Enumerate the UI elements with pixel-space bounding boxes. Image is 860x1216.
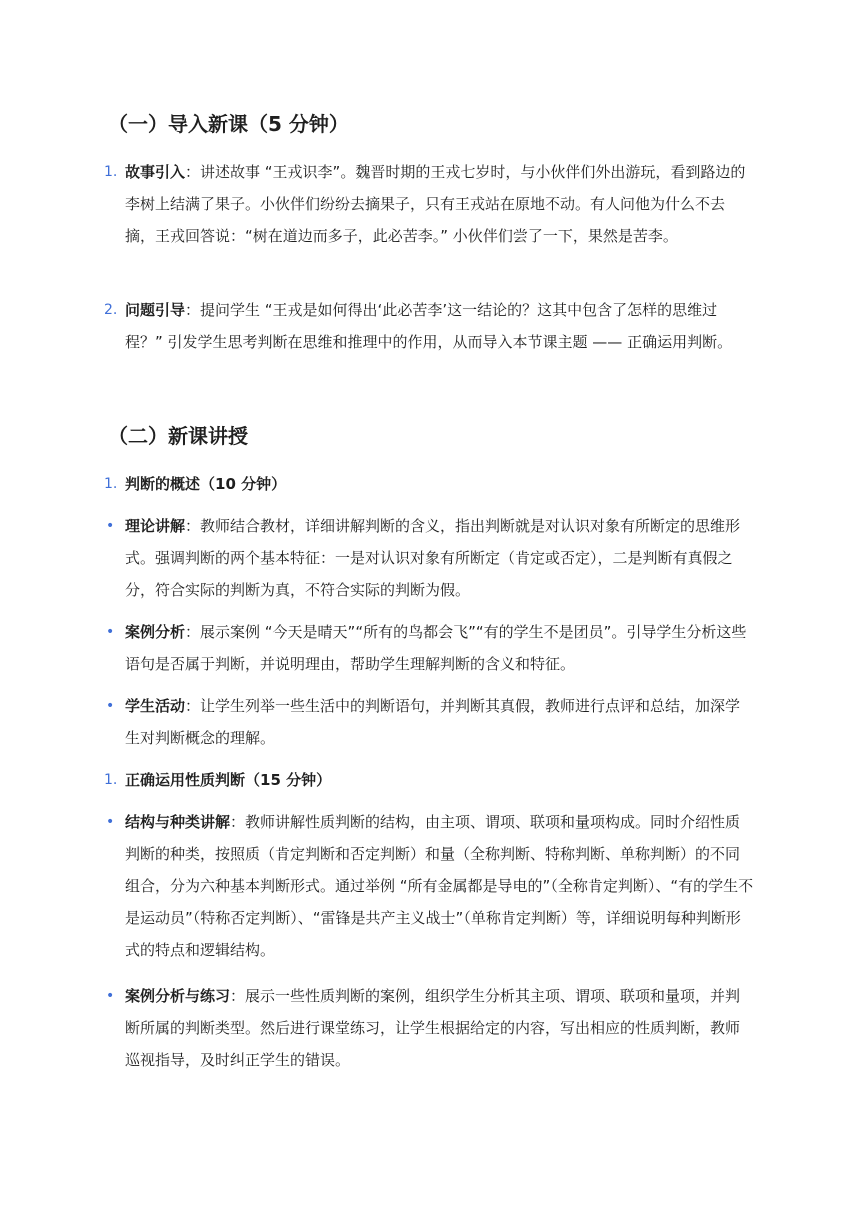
- subsection-judgment-overview: [104, 468, 754, 500]
- bullet-item-theory: [104, 510, 754, 606]
- bullet-item-activity: [104, 690, 754, 754]
- subsection-property-judgment: [104, 764, 754, 796]
- list-number: 1.: [104, 164, 118, 180]
- subsection-title: 正确运用性质判断（15 分钟）: [125, 771, 332, 789]
- item-text: ：展示一些性质判断的案例，组织学生分析其主项、谓项、联项和量项，并判断所属的判断类型。然后进行课堂练习，让学生根据给定的内容，写出相应的性质判断，教师巡视指导，及时纠正学生的错误。: [125, 987, 741, 1069]
- item-label: 问题引导: [125, 301, 186, 319]
- item-label: 案例分析与练习: [125, 987, 231, 1005]
- bullet-item-body: [125, 806, 754, 966]
- item-text: ：讲述故事 “王戎识李”。魏晋时期的王戎七岁时，与小伙伴们外出游玩，看到路边的李树上结满了果子。小伙伴们纷纷去摘果子，只有王戎站在原地不动。有人问他为什么不去摘，王戎回答说：“树在道边而多子，此必苦李。” 小伙伴们尝了一下，果然是苦李。: [125, 163, 746, 245]
- bullet-icon: •: [106, 698, 115, 714]
- item-label: 理论讲解: [125, 517, 186, 535]
- list-item-story: [104, 156, 754, 252]
- bullet-item-body: [125, 510, 754, 606]
- list-item-question: [104, 294, 754, 358]
- bullet-icon: •: [106, 814, 115, 830]
- item-text: ：教师结合教材，详细讲解判断的含义，指出判断就是对认识对象有所断定的思维形式。强调判断的两个基本特征：一是对认识对象有所断定（肯定或否定），二是判断有真假之分，符合实际的判断为真，不符合实际的判断为假。: [125, 517, 741, 599]
- item-text: ：提问学生 “王戎是如何得出‘此必苦李’这一结论的？这其中包含了怎样的思维过程？” 引发学生思考判断在思维和推理中的作用，从而导入本节课主题 —— 正确运用判断。: [125, 301, 733, 351]
- bullet-item-body: [125, 616, 754, 680]
- list-number: 1.: [104, 476, 118, 492]
- list-item-body: [125, 156, 754, 252]
- item-text: ：教师讲解性质判断的结构，由主项、谓项、联项和量项构成。同时介绍性质判断的种类，按照质（肯定判断和否定判断）和量（全称判断、特称判断、单称判断）的不同组合，分为六种基本判断形式。通过举例 “所有金属都是导电的”（全称肯定判断）、“有的学生不是运动员”（特称否定判断）、“雷锋是共产主义战士”（单称肯定判断）等，详细说明每种判断形式的特点和逻辑结构。: [125, 813, 754, 959]
- bullet-item-structure: [104, 806, 754, 966]
- bullet-item-body: [125, 690, 754, 754]
- subsection-title: 判断的概述（10 分钟）: [125, 475, 287, 493]
- bullet-item-practice: [104, 980, 754, 1076]
- bullet-icon: •: [106, 624, 115, 640]
- item-label: 案例分析: [125, 623, 186, 641]
- bullet-icon: •: [106, 988, 115, 1004]
- list-item-body: [125, 294, 754, 358]
- item-text: ：展示案例 “今天是晴天”“所有的鸟都会飞”“有的学生不是团员”。引导学生分析这些语句是否属于判断，并说明理由，帮助学生理解判断的含义和特征。: [125, 623, 747, 673]
- item-label: 故事引入: [125, 163, 186, 181]
- bullet-icon: •: [106, 518, 115, 534]
- item-text: ：让学生列举一些生活中的判断语句，并判断其真假，教师进行点评和总结，加深学生对判断概念的理解。: [125, 697, 741, 747]
- list-number: 1.: [104, 772, 118, 788]
- list-number: 2.: [104, 302, 118, 318]
- section-title-intro: （一）导入新课（5 分钟）: [108, 112, 349, 136]
- bullet-item-body: [125, 980, 754, 1076]
- section-title-lecture: （二）新课讲授: [108, 424, 248, 448]
- bullet-item-case: [104, 616, 754, 680]
- item-label: 学生活动: [125, 697, 186, 715]
- item-label: 结构与种类讲解: [125, 813, 231, 831]
